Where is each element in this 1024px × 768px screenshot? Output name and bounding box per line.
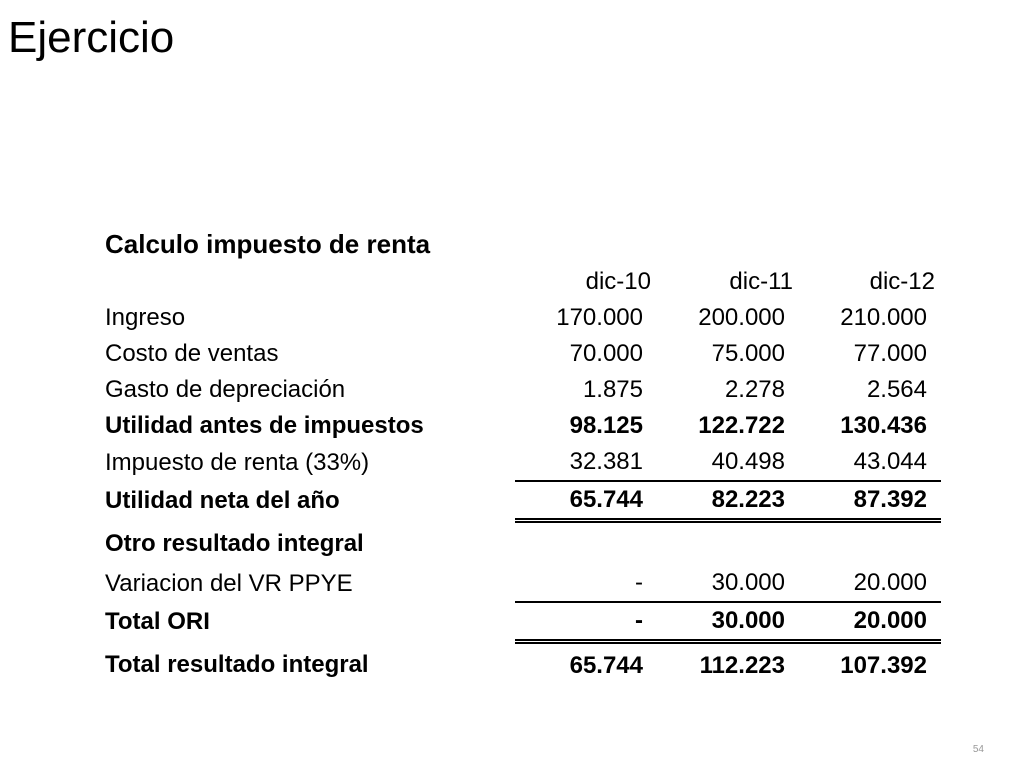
row-value: 65.744 (569, 652, 643, 679)
row-value: 20.000 (799, 602, 941, 642)
table-row (97, 300, 941, 336)
row-value: 200.000 (698, 304, 785, 331)
row-label: Utilidad antes de impuestos (105, 412, 424, 439)
table-row-total (97, 481, 941, 521)
row-value: 82.223 (657, 481, 799, 521)
row-label: Impuesto de renta (33%) (105, 448, 370, 476)
row-value: 32.381 (515, 444, 657, 481)
header-spacer (97, 264, 515, 300)
slide-title: Ejercicio (8, 13, 175, 62)
column-header: dic-12 (869, 268, 935, 295)
row-value: 2.564 (866, 376, 927, 403)
table-row (97, 372, 941, 408)
row-value: 87.392 (799, 481, 941, 521)
row-label: Variacion del VR PPYE (105, 569, 353, 597)
row-label: Total resultado integral (105, 650, 369, 678)
row-value: 40.498 (657, 444, 799, 481)
row-value: 77.000 (853, 340, 927, 367)
column-header: dic-10 (585, 268, 651, 295)
row-value: 210.000 (840, 304, 927, 331)
row-value: 2.278 (724, 376, 785, 403)
row-value: 65.744 (515, 481, 657, 521)
row-label: Utilidad neta del año (105, 486, 340, 514)
table-row-total (97, 602, 941, 642)
row-label: Gasto de depreciación (105, 376, 346, 403)
row-value: 43.044 (799, 444, 941, 481)
row-value: 20.000 (799, 565, 941, 602)
row-value: 98.125 (569, 412, 643, 439)
row-label: Ingreso (105, 304, 186, 331)
row-value: 122.722 (698, 412, 785, 439)
row-value (515, 521, 657, 566)
row-value: 112.223 (699, 652, 785, 679)
row-value: 107.392 (840, 652, 927, 679)
table-row (97, 444, 941, 481)
row-value: - (515, 565, 657, 602)
row-value: 170.000 (556, 304, 643, 331)
column-header: dic-11 (729, 268, 793, 295)
table-section-header (97, 521, 941, 566)
row-label: Costo de ventas (105, 340, 279, 367)
row-label: Otro resultado integral (105, 529, 364, 557)
page-number: 54 (972, 744, 984, 755)
row-value: 70.000 (569, 340, 643, 367)
row-value: 1.875 (582, 376, 643, 403)
row-value: 30.000 (657, 602, 799, 642)
table-row (97, 565, 941, 602)
table-row-subtotal (97, 408, 941, 444)
row-value: 30.000 (657, 565, 799, 602)
table-title: Calculo impuesto de renta (105, 229, 431, 259)
table-row (97, 336, 941, 372)
row-value (657, 521, 799, 566)
row-label: Total ORI (105, 607, 210, 635)
row-value (799, 521, 941, 566)
income-tax-table (97, 264, 941, 686)
row-value: 75.000 (711, 340, 785, 367)
row-value: 130.436 (840, 412, 927, 439)
row-value: - (515, 602, 657, 642)
table-header-row (97, 264, 941, 300)
table-row-grand-total (97, 642, 941, 687)
